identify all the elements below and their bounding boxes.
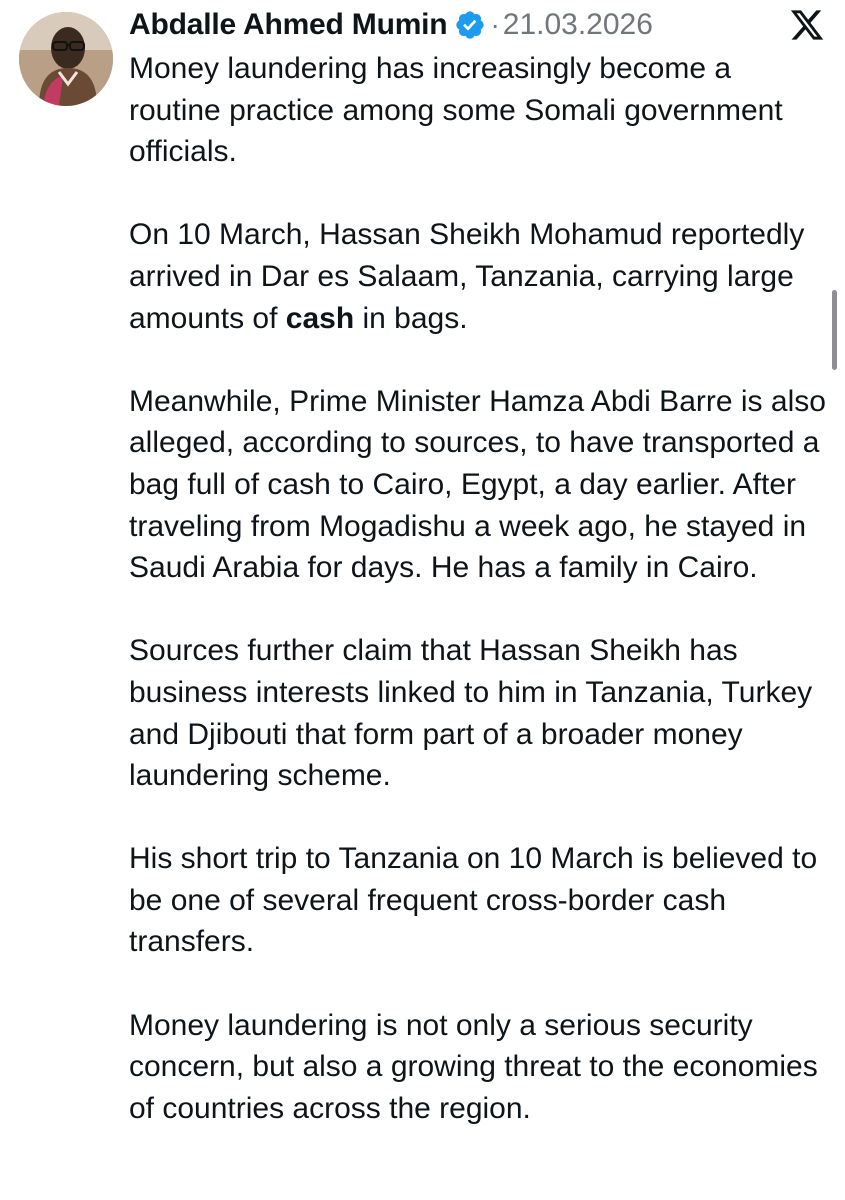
tweet-paragraph-4: Sources further claim that Hassan Sheikh has business interests linked to him in Tanzania, Turkey and Djibouti that form part of a broader money laundering scheme. (129, 634, 813, 793)
tweet-text (129, 48, 829, 1171)
post-date[interactable]: 21.03.2026 (502, 8, 653, 41)
profile-photo (19, 12, 113, 106)
tweet-text-segment: in bags. (354, 301, 468, 335)
tweet-header (129, 2, 653, 48)
tweet-paragraph-6: Money laundering is not only a serious security concern, but also a growing threat to the economies of countries across the region. (129, 1008, 818, 1125)
date-separator: · (490, 9, 500, 40)
x-logo-icon[interactable] (789, 7, 825, 43)
tweet-paragraph-1: Money laundering has increasingly become a routine practice among some Somali government officials. (129, 52, 783, 169)
tweet-paragraph-2 (129, 214, 829, 339)
tweet-paragraph-5: His short trip to Tanzania on 10 March is believed to be one of several frequent cross-border cash transfers. (129, 842, 818, 959)
bold-text: cash (285, 301, 355, 335)
verified-badge-icon[interactable] (454, 9, 486, 41)
tweet-text-segment: On 10 March, Hassan Sheikh Mohamud reportedly arrived in Dar es Salaam, Tanzania, carrying large amounts of (129, 218, 805, 335)
scrollbar-thumb[interactable] (832, 290, 837, 370)
tweet-paragraph-3: Meanwhile, Prime Minister Hamza Abdi Barre is also alleged, according to sources, to have transported a bag full of cash to Cairo, Egypt, a day earlier. After traveling from Mogadishu a week ago, he stayed in Saudi Arabia for days. He has a family in Cairo. (129, 384, 826, 585)
author-name[interactable]: Abdalle Ahmed Mumin (129, 8, 448, 41)
avatar[interactable] (19, 12, 113, 106)
